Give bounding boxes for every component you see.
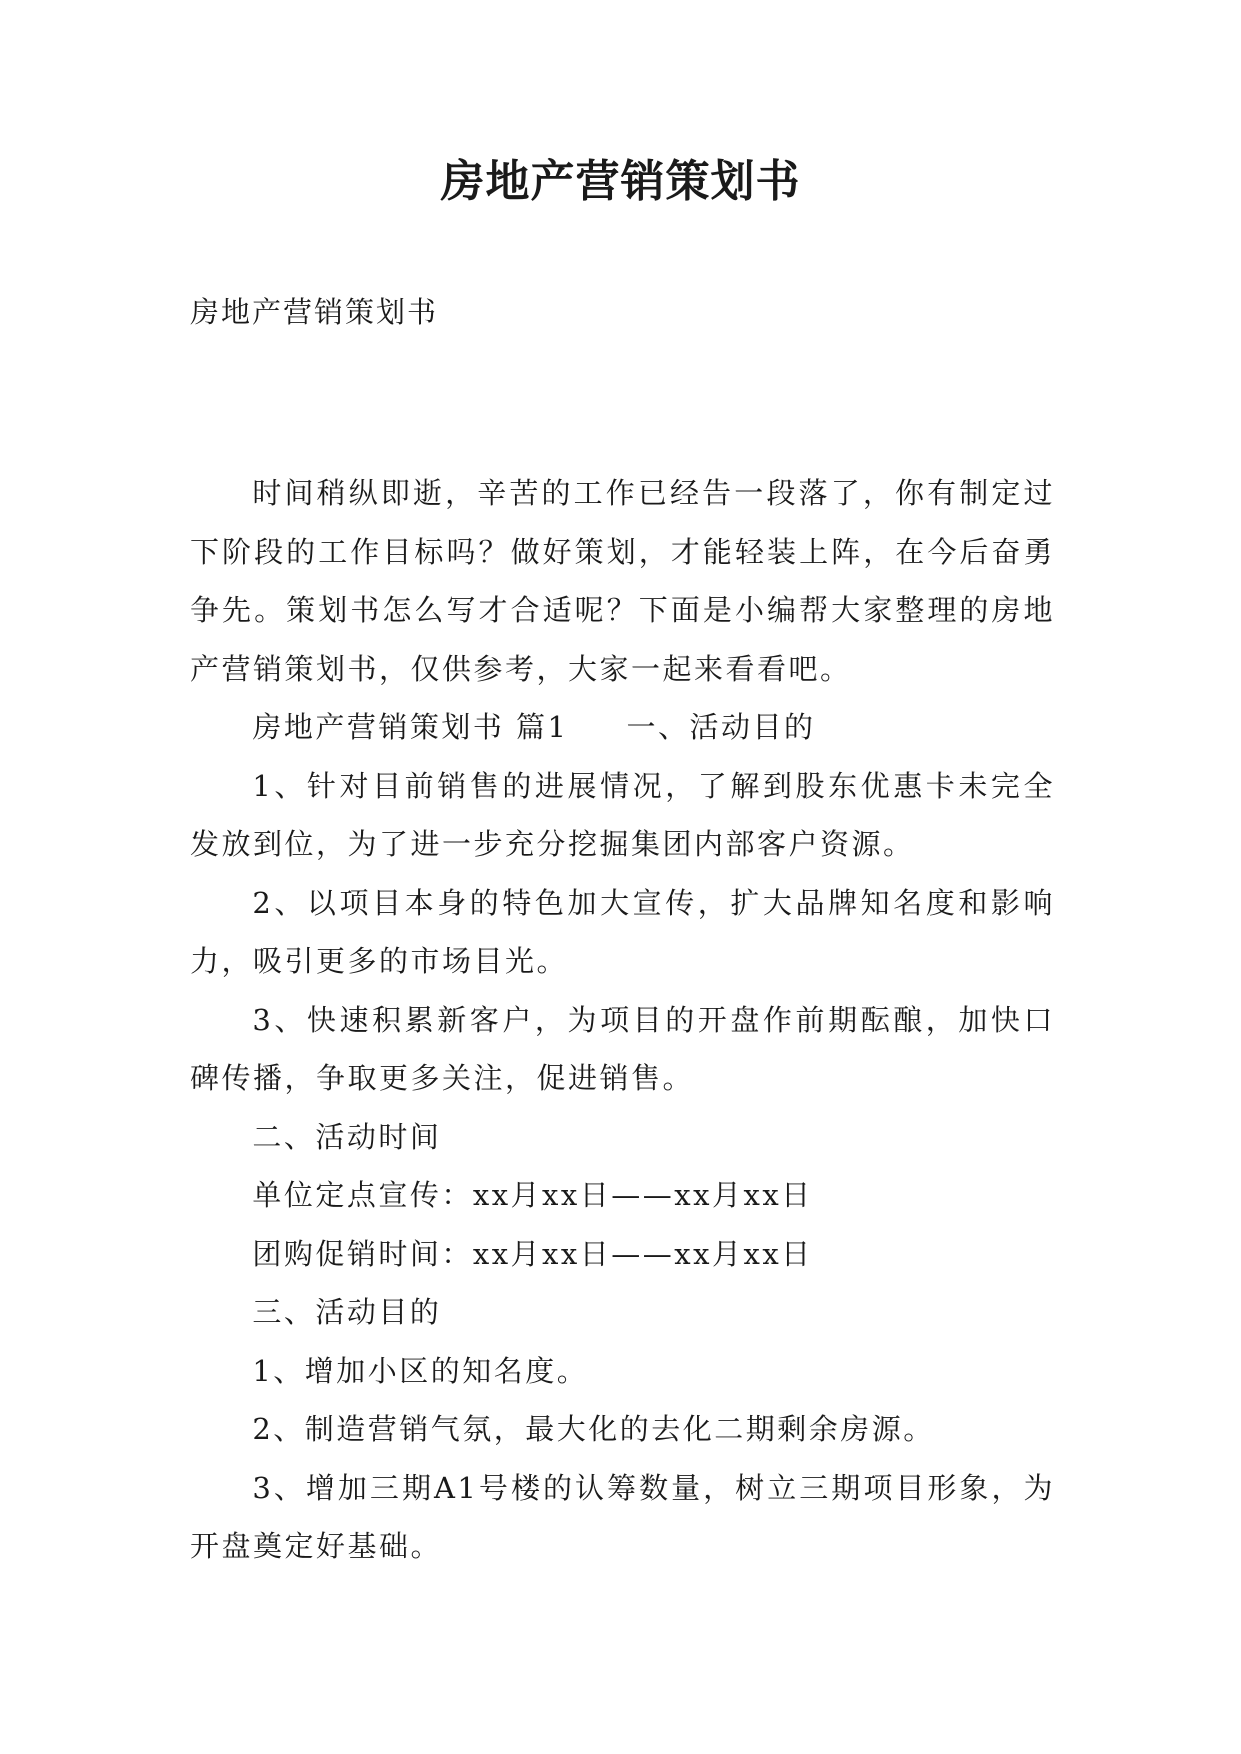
objective-item-1: 1、针对目前销售的进展情况，了解到股东优惠卡未完全发放到位，为了进一步充分挖掘集团内部客户资源。 (190, 768, 1055, 861)
intro-paragraph: 时间稍纵即逝，辛苦的工作已经告一段落了，你有制定过下阶段的工作目标吗？做好策划，才能轻装上阵，在今后奋勇争先。策划书怎么写才合适呢？下面是小编帮大家整理的房地产营销策划书，仅供参考，大家一起来看看吧。 (190, 476, 1055, 686)
section-heading-2: 二、活动时间 (252, 1119, 442, 1154)
document-title: 房地产营销策划书 (440, 156, 801, 207)
time-line-1: 单位定点宣传：xx月xx日——xx月xx日 (252, 1178, 813, 1212)
objective-item-3: 3、快速积累新客户，为项目的开盘作前期酝酿，加快口碑传播，争取更多关注，促进销售。 (190, 1002, 1055, 1095)
section-heading-3: 三、活动目的 (252, 1295, 442, 1329)
section-heading-right: 一、活动目的 (626, 710, 816, 744)
goal-item-3: 3、增加三期A1号楼的认筹数量，树立三期项目形象，为开盘奠定好基础。 (190, 1470, 1055, 1563)
section-heading-line (190, 698, 1055, 757)
document-body (190, 464, 1055, 1576)
objective-item-2: 2、以项目本身的特色加大宣传，扩大品牌知名度和影响力，吸引更多的市场目光。 (190, 885, 1055, 978)
goal-item-2: 2、制造营销气氛，最大化的去化二期剩余房源。 (252, 1412, 935, 1446)
section-heading-left: 房地产营销策划书 篇1 (252, 710, 569, 744)
time-line-2: 团购促销时间：xx月xx日——xx月xx日 (252, 1236, 813, 1271)
document-subtitle: 房地产营销策划书 (190, 295, 439, 329)
goal-item-1: 1、增加小区的知名度。 (252, 1353, 589, 1388)
